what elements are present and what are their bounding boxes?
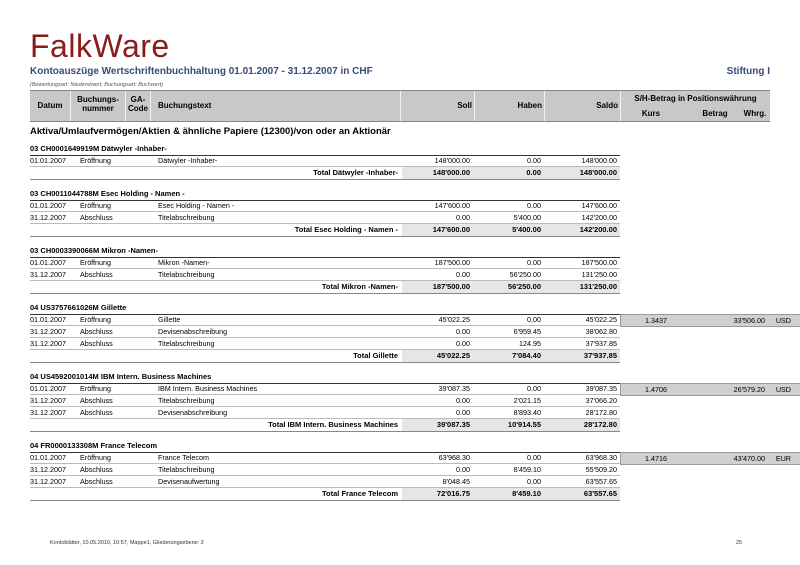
cell-haben: 0.00	[527, 384, 541, 393]
section-title: Aktiva/Umlaufvermögen/Aktien & ähnliche Papiere (12300)/von oder an Aktionär	[30, 126, 391, 137]
cell-saldo: 131'250.00	[581, 270, 617, 279]
cell-text: Titelabschreibung	[158, 270, 215, 279]
total-label: Total Gillette	[353, 351, 398, 360]
cell-datum: 31.12.2007	[30, 213, 66, 222]
group-total-row	[30, 224, 620, 237]
total-haben: 10'914.55	[507, 420, 541, 429]
cell-datum: 31.12.2007	[30, 465, 66, 474]
fx-whrg: USD	[775, 316, 791, 325]
table-row	[30, 464, 620, 476]
page-number: 25	[736, 540, 743, 546]
cell-text: Gillette	[158, 315, 181, 324]
table-row	[30, 200, 620, 212]
cell-soll: 148'000.00	[434, 156, 470, 165]
total-soll: 45'022.25	[436, 351, 470, 360]
cell-buchung: Abschluss	[80, 477, 113, 486]
cell-saldo: 39'087.35	[585, 384, 617, 393]
total-soll: 147'600.00	[432, 225, 470, 234]
cell-saldo: 37'937.85	[585, 339, 617, 348]
total-label: Total France Telecom	[322, 489, 398, 498]
cell-buchung: Abschluss	[80, 270, 113, 279]
fx-kurs: 1.4716	[645, 454, 667, 463]
cell-haben: 0.00	[527, 201, 541, 210]
table-row	[30, 314, 620, 326]
cell-soll: 39'087.35	[438, 384, 470, 393]
table-row	[30, 212, 620, 224]
cell-buchung: Abschluss	[80, 396, 113, 405]
col-buchungstext: Buchungstext	[158, 101, 212, 110]
col-ga-code: GA- Code	[128, 95, 148, 113]
cell-saldo: 147'600.00	[581, 201, 617, 210]
cell-soll: 0.00	[456, 270, 470, 279]
total-haben: 56'250.00	[507, 282, 541, 291]
fx-betrag: 26'579.20	[733, 385, 765, 394]
cell-saldo: 45'022.25	[585, 315, 617, 324]
total-haben: 5'400.00	[512, 225, 541, 234]
cell-soll: 0.00	[456, 327, 470, 336]
total-saldo: 142'200.00	[579, 225, 617, 234]
cell-text: Mikron -Namen-	[158, 258, 210, 267]
total-saldo: 63'557.65	[583, 489, 617, 498]
table-row	[30, 476, 620, 488]
column-header-bar	[30, 90, 770, 122]
cell-saldo: 142'200.00	[581, 213, 617, 222]
col-buchungsnummer: Buchungs- nummer	[77, 95, 119, 113]
group-title: 04 FR0000133308M France Telecom	[30, 441, 158, 450]
fx-whrg: EUR	[775, 454, 791, 463]
col-whrg: Whrg.	[743, 109, 767, 118]
cell-text: Titelabschreibung	[158, 339, 215, 348]
group-total-row	[30, 350, 620, 363]
cell-datum: 01.01.2007	[30, 201, 66, 210]
cell-haben: 8'893.40	[513, 408, 541, 417]
table-row	[30, 155, 620, 167]
group-title: 03 CH0001649919M Dätwyler -Inhaber-	[30, 144, 167, 153]
cell-haben: 2'021.15	[513, 396, 541, 405]
cell-buchung: Eröffnung	[80, 453, 112, 462]
cell-text: Titelabschreibung	[158, 213, 215, 222]
col-soll: Soll	[457, 101, 472, 110]
fx-cell	[620, 452, 800, 465]
cell-datum: 01.01.2007	[30, 315, 66, 324]
cell-haben: 0.00	[527, 453, 541, 462]
cell-soll: 147'600.00	[434, 201, 470, 210]
cell-saldo: 37'066.20	[585, 396, 617, 405]
fx-cell	[620, 383, 800, 396]
total-label: Total IBM Intern. Business Machines	[268, 420, 398, 429]
valuation-note: (Bewertungsart: Niederstwert, Buchungsart: Buchwert)	[30, 82, 163, 88]
total-saldo: 28'172.80	[583, 420, 617, 429]
cell-datum: 31.12.2007	[30, 396, 66, 405]
total-label: Total Esec Holding - Namen -	[294, 225, 398, 234]
footer-info: Kontoblätter, 10.05.2010, 10:57, Mappe1, Gliederungsebene: 2	[50, 540, 204, 546]
col-kurs: Kurs	[641, 109, 661, 118]
cell-datum: 31.12.2007	[30, 270, 66, 279]
cell-datum: 31.12.2007	[30, 327, 66, 336]
cell-saldo: 28'172.80	[585, 408, 617, 417]
cell-text: IBM Intern. Business Machines	[158, 384, 258, 393]
cell-text: Devisenabschreibung	[158, 408, 228, 417]
cell-buchung: Abschluss	[80, 327, 113, 336]
cell-text: Esec Holding - Namen -	[158, 201, 235, 210]
cell-haben: 124.95	[519, 339, 541, 348]
total-soll: 72'016.75	[436, 489, 470, 498]
cell-saldo: 187'500.00	[581, 258, 617, 267]
group-total-row	[30, 488, 620, 501]
cell-datum: 01.01.2007	[30, 384, 66, 393]
cell-datum: 01.01.2007	[30, 453, 66, 462]
table-row	[30, 257, 620, 269]
company-logo: FalkWare	[30, 28, 170, 64]
cell-datum: 31.12.2007	[30, 339, 66, 348]
cell-text: France Telecom	[158, 453, 209, 462]
table-row	[30, 383, 620, 395]
total-label: Total Dätwyler -Inhaber-	[313, 168, 398, 177]
total-haben: 7'084.40	[512, 351, 541, 360]
table-row	[30, 326, 620, 338]
cell-saldo: 38'062.80	[585, 327, 617, 336]
cell-haben: 8'459.10	[513, 465, 541, 474]
total-saldo: 37'937.85	[583, 351, 617, 360]
cell-haben: 0.00	[527, 315, 541, 324]
cell-haben: 5'400.00	[513, 213, 541, 222]
ledger-table	[30, 144, 791, 498]
cell-soll: 0.00	[456, 339, 470, 348]
cell-soll: 0.00	[456, 396, 470, 405]
total-haben: 0.00	[526, 168, 541, 177]
cell-haben: 0.00	[527, 477, 541, 486]
table-row	[30, 338, 620, 350]
cell-buchung: Abschluss	[80, 213, 113, 222]
table-row	[30, 269, 620, 281]
report-subtitle: Kontoauszüge Wertschriftenbuchhaltung 01.01.2007 - 31.12.2007 in CHF	[30, 66, 373, 77]
col-fx-group: S/H-Betrag in Positionswährung	[634, 94, 757, 103]
group-title: 03 CH0011044788M Esec Holding - Namen -	[30, 189, 185, 198]
fx-kurs: 1.4706	[645, 385, 667, 394]
cell-soll: 187'500.00	[434, 258, 470, 267]
table-row	[30, 395, 620, 407]
cell-datum: 31.12.2007	[30, 477, 66, 486]
cell-buchung: Abschluss	[80, 339, 113, 348]
fx-betrag: 33'506.00	[733, 316, 765, 325]
client-name: Stiftung I	[726, 66, 770, 77]
total-haben: 8'459.10	[512, 489, 541, 498]
fx-cell	[620, 314, 800, 327]
cell-haben: 6'959.45	[513, 327, 541, 336]
group-title: 04 US3757661026M Gillette	[30, 303, 127, 312]
cell-saldo: 63'968.30	[585, 453, 617, 462]
total-soll: 148'000.00	[432, 168, 470, 177]
cell-soll: 8'048.45	[442, 477, 470, 486]
cell-text: Dätwyler -Inhaber-	[158, 156, 218, 165]
cell-haben: 0.00	[527, 156, 541, 165]
fx-whrg: USD	[775, 385, 791, 394]
cell-buchung: Eröffnung	[80, 258, 112, 267]
fx-betrag: 43'470.00	[733, 454, 765, 463]
col-saldo: Saldo	[596, 101, 618, 110]
cell-soll: 0.00	[456, 465, 470, 474]
cell-haben: 0.00	[527, 258, 541, 267]
cell-text: Devisenabschreibung	[158, 327, 228, 336]
cell-text: Titelabschreibung	[158, 465, 215, 474]
cell-saldo: 55'509.20	[585, 465, 617, 474]
cell-datum: 01.01.2007	[30, 258, 66, 267]
group-total-row	[30, 167, 620, 180]
total-saldo: 148'000.00	[579, 168, 617, 177]
total-soll: 39'087.35	[436, 420, 470, 429]
total-saldo: 131'250.00	[579, 282, 617, 291]
table-row	[30, 452, 620, 464]
cell-text: Titelabschreibung	[158, 396, 215, 405]
col-datum: Datum	[37, 101, 63, 110]
cell-buchung: Eröffnung	[80, 384, 112, 393]
cell-saldo: 148'000.00	[581, 156, 617, 165]
group-total-row	[30, 281, 620, 294]
cell-saldo: 63'557.65	[585, 477, 617, 486]
total-label: Total Mikron -Namen-	[321, 282, 398, 291]
col-betrag: Betrag	[702, 109, 728, 118]
cell-soll: 0.00	[456, 213, 470, 222]
group-title: 03 CH0003390066M Mikron -Namen-	[30, 246, 158, 255]
cell-buchung: Abschluss	[80, 408, 113, 417]
cell-soll: 0.00	[456, 408, 470, 417]
table-row	[30, 407, 620, 419]
cell-buchung: Eröffnung	[80, 156, 112, 165]
cell-soll: 45'022.25	[438, 315, 470, 324]
cell-buchung: Eröffnung	[80, 315, 112, 324]
cell-datum: 01.01.2007	[30, 156, 66, 165]
col-haben: Haben	[517, 101, 542, 110]
cell-buchung: Abschluss	[80, 465, 113, 474]
fx-kurs: 1.3437	[645, 316, 667, 325]
group-title: 04 US4592001014M IBM Intern. Business Machines	[30, 372, 212, 381]
cell-datum: 31.12.2007	[30, 408, 66, 417]
group-total-row	[30, 419, 620, 432]
cell-buchung: Eröffnung	[80, 201, 112, 210]
cell-soll: 63'968.30	[438, 453, 470, 462]
total-soll: 187'500.00	[432, 282, 470, 291]
cell-text: Devisenaufwertung	[158, 477, 220, 486]
cell-haben: 56'250.00	[509, 270, 541, 279]
